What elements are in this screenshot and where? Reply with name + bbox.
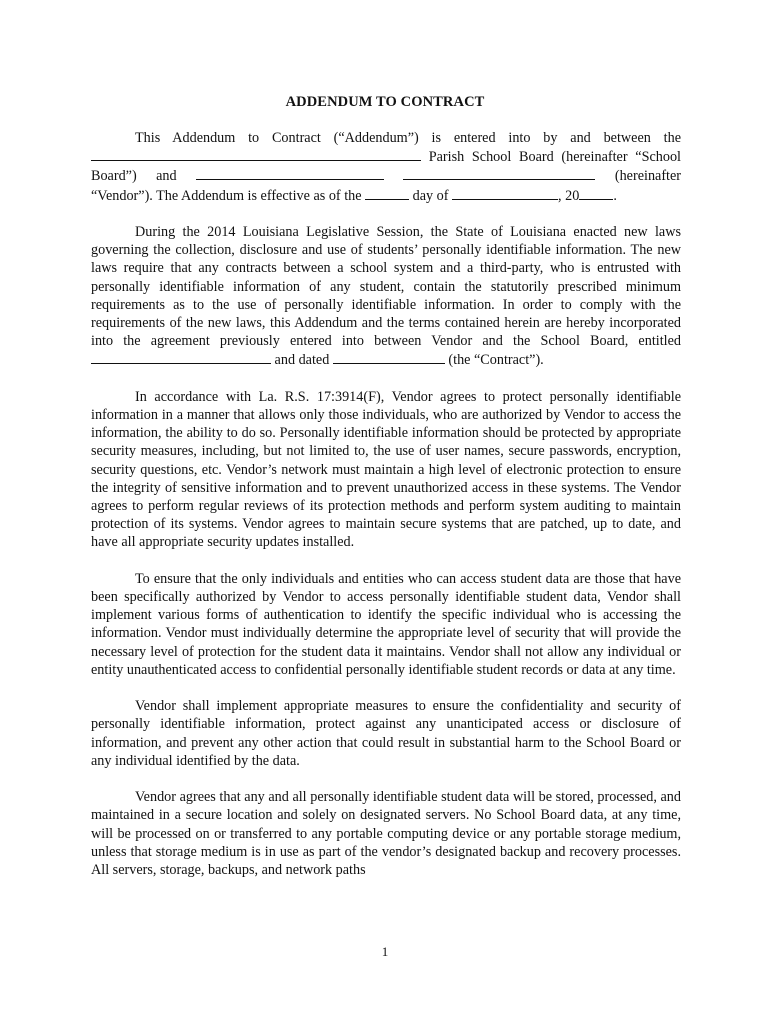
page-number: 1 <box>381 944 389 959</box>
document-title: ADDENDUM TO CONTRACT <box>285 94 485 110</box>
intro-line-4-end: . <box>613 187 617 204</box>
paragraph-authentication: To ensure that the only individuals and entities who can access student data are those that have been specifically authorized by Vendor to access personally identifiable student data, Vendor shall implement various forms of authentication to identify the specific individual who is accessing the information. Vendor must individually determine the appropriate level of security that will provide the necessary level of protection for the student data it maintains. Vendor shall not allow any individual or entity unauthenticated access to confidential personally identifiable student records or data at any time. <box>91 570 681 678</box>
intro-line-4-before: “Vendor”). The Addendum is effective as of the <box>91 187 362 204</box>
para2-text: During the 2014 Louisiana Legislative Session, the State of Louisiana enacted new laws governing the collection, disclosure and use of students’ personally identifiable information. The new laws require that any contracts between a school system and a third-party, who is entrusted with personally identifiable information of any student, contain the statutorily prescribed minimum requirements as to the use of personally identifiable information. In order to comply with the requirements of the new laws, this Addendum and the terms contained herein are hereby incorporated into the agreement previously entered into between Vendor and the School Board, entitled <box>91 224 681 350</box>
intro-line-2 <box>91 147 681 166</box>
effective-year-blank[interactable] <box>579 186 613 200</box>
paragraph-confidentiality: Vendor shall implement appropriate measures to ensure the confidentiality and security of personally identifiable information, protect against any unanticipated access or disclosure of information, and prevent any other action that could result in substantial harm to the School Board or any individual identified by the data. <box>91 698 681 769</box>
intro-line-3 <box>91 166 681 185</box>
para2-the-contract: (the “Contract”). <box>448 352 544 369</box>
effective-month-blank[interactable] <box>452 186 558 200</box>
intro-line-4-day: day of <box>412 187 449 204</box>
para2-and-dated: and dated <box>274 352 330 369</box>
paragraph-protection: In accordance with La. R.S. 17:3914(F), Vendor agrees to protect personally identifiable information in a manner that allows only those individuals, who are authorized by Vendor to access the information, the ability to do so. Personally identifiable information should be protected by appropriate security measures, including, but not limited to, the use of user names, secure passwords, encryption, security questions, etc. Vendor’s network must maintain a high level of electronic protection to ensure the integrity of sensitive information and to prevent unauthorized access in these systems. The Vendor agrees to perform regular reviews of its protection methods and perform system auditing to maintain protection of its systems. Vendor agrees to maintain secure systems that are patched, up to date, and have all appropriate security updates installed. <box>91 388 681 551</box>
intro-line-1: This Addendum to Contract (“Addendum”) is entered into by and between the <box>135 130 681 146</box>
paragraph-storage: Vendor agrees that any and all personally identifiable student data will be stored, processed, and maintained in a secure location and solely on designated servers. No School Board data, at any time, will be processed on or transferred to any portable computing device or any portable storage medium, unless that storage medium is in use as part of the vendor’s designated backup and recovery processes. All servers, storage, backups, and network paths <box>91 789 681 879</box>
intro-line-3-before: Board”) and <box>91 168 177 185</box>
document-body <box>91 129 681 897</box>
intro-line-3-after: (hereinafter <box>614 168 682 185</box>
intro-line-4 <box>91 186 681 205</box>
contract-title-blank[interactable] <box>91 350 271 364</box>
paragraph-legislative-session <box>91 223 681 370</box>
contract-date-blank[interactable] <box>333 350 445 364</box>
vendor-name-blank-2[interactable] <box>403 166 595 180</box>
effective-day-blank[interactable] <box>365 186 409 200</box>
vendor-name-blank-1[interactable] <box>196 166 384 180</box>
parish-name-blank[interactable] <box>91 147 421 161</box>
intro-line-2-text: Parish School Board (hereinafter “School <box>428 149 681 166</box>
intro-paragraph <box>91 129 681 205</box>
intro-line-4-year: , 20 <box>558 187 580 204</box>
